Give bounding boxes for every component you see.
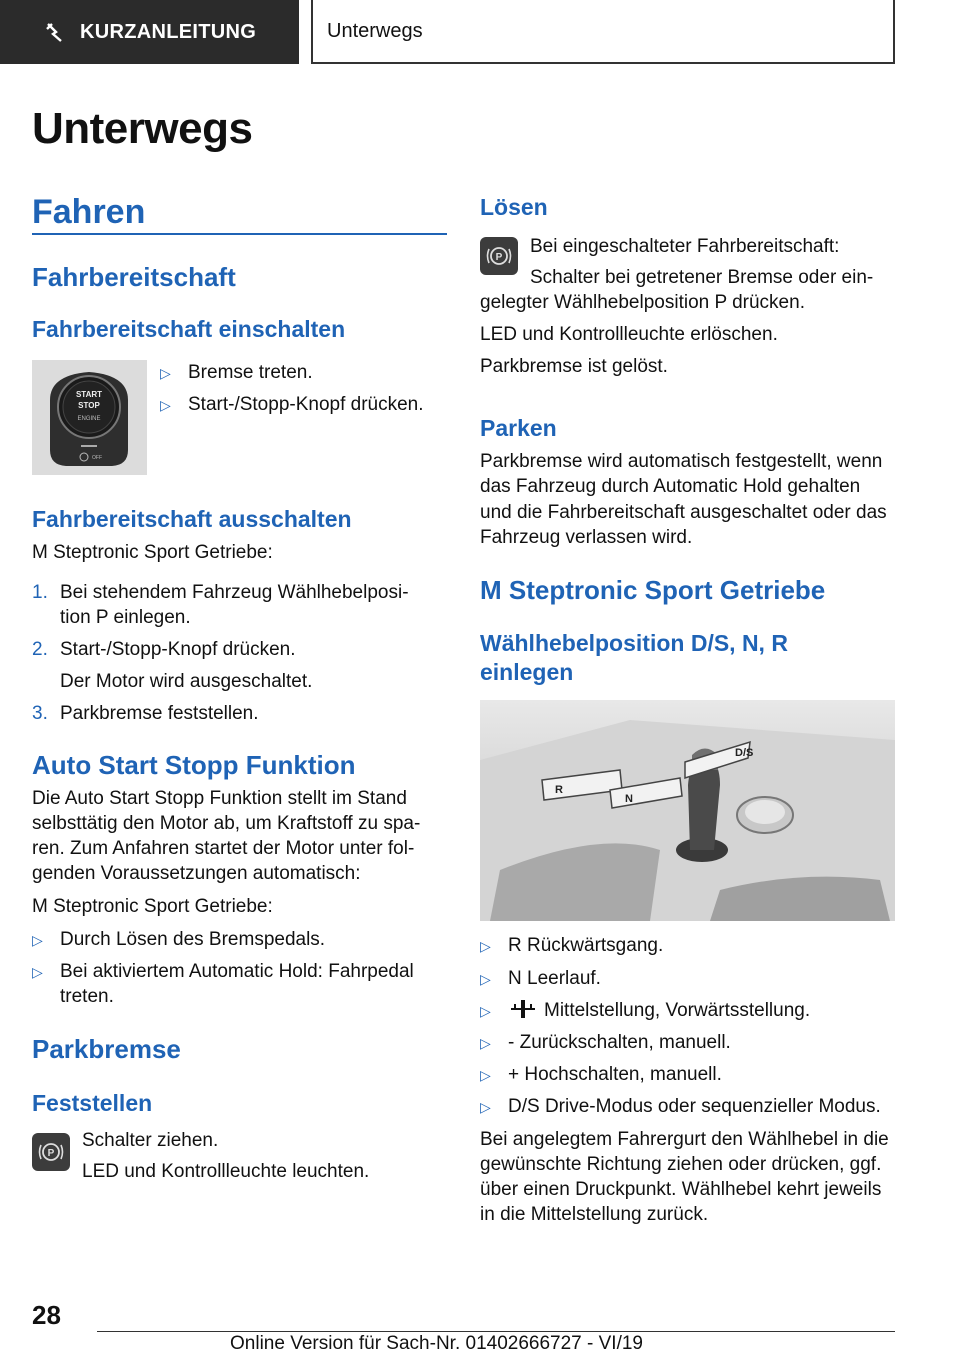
einschalten-step-1: ▷ Bremse treten. xyxy=(160,360,313,386)
heading-einschalten: Fahrbereitschaft einschalten xyxy=(32,316,346,342)
loesen-line-2: Schalter bei getretener Bremse oder ein- xyxy=(530,267,874,288)
autostart-line-2: selbsttätig den Motor ab, um Kraftstoff zu spa- xyxy=(32,813,421,834)
ausschalten-intro: M Steptronic Sport Getriebe: xyxy=(32,542,273,563)
gear-bullet-mittel: ▷ Mittelstellung, Vorwärtsstellung. xyxy=(480,998,810,1024)
page-number: 28 xyxy=(32,1300,61,1330)
heading-autostart: Auto Start Stopp Funktion xyxy=(32,750,356,780)
start-stop-button-icon xyxy=(32,360,147,475)
heading-fahrbereitschaft: Fahrbereitschaft xyxy=(32,262,236,292)
heading-rule xyxy=(32,233,447,235)
footer-rule xyxy=(97,1331,895,1332)
triangle-bullet-icon: ▷ xyxy=(480,1003,491,1019)
parken-line-4: Fahrzeug verlassen wird. xyxy=(480,527,693,548)
heading-feststellen: Feststellen xyxy=(32,1090,153,1116)
autostart-bullet-2-cont: treten. xyxy=(60,986,114,1007)
triangle-bullet-icon: ▷ xyxy=(480,1099,491,1115)
svg-text:P: P xyxy=(47,1148,55,1159)
page-title: Unterwegs xyxy=(32,104,253,153)
chapter-tab-label: Unterwegs xyxy=(327,19,423,42)
off-label: OFF xyxy=(92,455,102,461)
heading-waehlhebel-1: Wählhebelposition D/S, N, R xyxy=(480,630,788,656)
gear-selector-photo xyxy=(480,700,895,921)
gear-bullet-plus: ▷ + Hochschalten, manuell. xyxy=(480,1062,722,1088)
parking-brake-release-icon xyxy=(480,237,518,275)
ausschalten-step-1-cont: tion P einlegen. xyxy=(60,607,191,628)
gear-n-label: N xyxy=(625,793,633,805)
feststellen-line-1: Schalter ziehen. xyxy=(82,1130,219,1151)
triangle-bullet-icon: ▷ xyxy=(480,938,491,954)
shift-gate-icon xyxy=(508,998,538,1020)
chapter-tab[interactable] xyxy=(311,0,895,64)
triangle-bullet-icon: ▷ xyxy=(160,397,171,413)
gear-bullet-ds: ▷ D/S Drive-Modus oder sequenzieller Modus. xyxy=(480,1094,881,1120)
gear-bullet-n: ▷ N Leerlauf. xyxy=(480,966,601,992)
autostart-bullet-1: ▷ Durch Lösen des Bremspedals. xyxy=(32,927,325,953)
triangle-bullet-icon: ▷ xyxy=(480,971,491,987)
autostart-line-1: Die Auto Start Stopp Funktion stellt im Stand xyxy=(32,788,407,809)
feststellen-line-2: LED und Kontrollleuchte leuchten. xyxy=(82,1161,370,1182)
triangle-bullet-icon: ▷ xyxy=(480,1035,491,1051)
closing-line-3: über einen Druckpunkt. Wählhebel kehrt jeweils xyxy=(480,1179,882,1200)
parken-line-2: das Fahrzeug durch Automatic Hold gehalten xyxy=(480,476,861,497)
loesen-line-4: LED und Kontrollleuchte erlöschen. xyxy=(480,324,778,345)
triangle-bullet-icon: ▷ xyxy=(160,365,171,381)
heading-loesen: Lösen xyxy=(480,194,548,220)
parken-line-3: und die Fahrbereitschaft ausgeschaltet oder das xyxy=(480,502,887,523)
heading-parken: Parken xyxy=(480,415,557,441)
gear-bullet-minus: ▷ - Zurückschalten, manuell. xyxy=(480,1030,731,1056)
triangle-bullet-icon: ▷ xyxy=(480,1067,491,1083)
einschalten-step-2: ▷ Start-/Stopp-Knopf drücken. xyxy=(160,392,424,418)
autostart-bullet-2: ▷ Bei aktiviertem Automatic Hold: Fahrpedal xyxy=(32,959,414,985)
svg-text:P: P xyxy=(495,252,503,263)
heading-waehlhebel-2: einlegen xyxy=(480,659,574,685)
autostart-line-3: ren. Zum Anfahren startet der Motor unter fol- xyxy=(32,838,415,859)
closing-line-1: Bei angelegtem Fahrergurt den Wählhebel in die xyxy=(480,1129,889,1150)
ausschalten-step-2: 2. Start-/Stopp-Knopf drücken. xyxy=(32,639,296,660)
heading-parkbremse: Parkbremse xyxy=(32,1034,181,1064)
footer-online-version: Online Version für Sach-Nr. 01402666727 - VI/19 xyxy=(230,1333,643,1354)
heading-steptronic: M Steptronic Sport Getriebe xyxy=(480,575,826,605)
ausschalten-step-2-cont: Der Motor wird ausgeschaltet. xyxy=(60,671,313,692)
gear-bullet-r: ▷ R Rückwärtsgang. xyxy=(480,933,663,959)
section-tab-label: KURZANLEITUNG xyxy=(80,20,257,43)
heading-fahren: Fahren xyxy=(32,193,146,231)
ausschalten-step-3: 3. Parkbremse feststellen. xyxy=(32,703,259,724)
gear-ds-label: D/S xyxy=(735,747,754,759)
start-stop-button-photo xyxy=(32,360,147,475)
parken-line-1: Parkbremse wird automatisch festgestellt, wenn xyxy=(480,451,883,472)
section-tab[interactable] xyxy=(0,0,299,64)
loesen-line-5: Parkbremse ist gelöst. xyxy=(480,356,668,377)
start-label: START xyxy=(75,390,103,399)
triangle-bullet-icon: ▷ xyxy=(32,964,43,980)
ausschalten-step-1: 1. Bei stehendem Fahrzeug Wählhebelposi- xyxy=(32,582,409,603)
closing-line-4: in die Mittelstellung zurück. xyxy=(480,1204,709,1225)
closing-line-2: gewünschte Richtung ziehen oder drücken, ggf. xyxy=(480,1154,882,1175)
triangle-bullet-icon: ▷ xyxy=(32,932,43,948)
loesen-line-1: Bei eingeschalteter Fahrbereitschaft: xyxy=(530,236,840,257)
gear-r-label: R xyxy=(555,784,563,796)
engine-label: ENGINE xyxy=(77,416,101,422)
parking-brake-icon xyxy=(32,1133,70,1171)
heading-ausschalten: Fahrbereitschaft ausschalten xyxy=(32,506,352,532)
autostart-line-4: genden Voraussetzungen automatisch: xyxy=(32,863,361,884)
autostart-intro: M Steptronic Sport Getriebe: xyxy=(32,896,273,917)
loesen-line-3: gelegter Wählhebelposition P drücken. xyxy=(480,292,805,313)
car-quickstart-icon xyxy=(44,21,66,43)
stop-label: STOP xyxy=(78,401,100,410)
